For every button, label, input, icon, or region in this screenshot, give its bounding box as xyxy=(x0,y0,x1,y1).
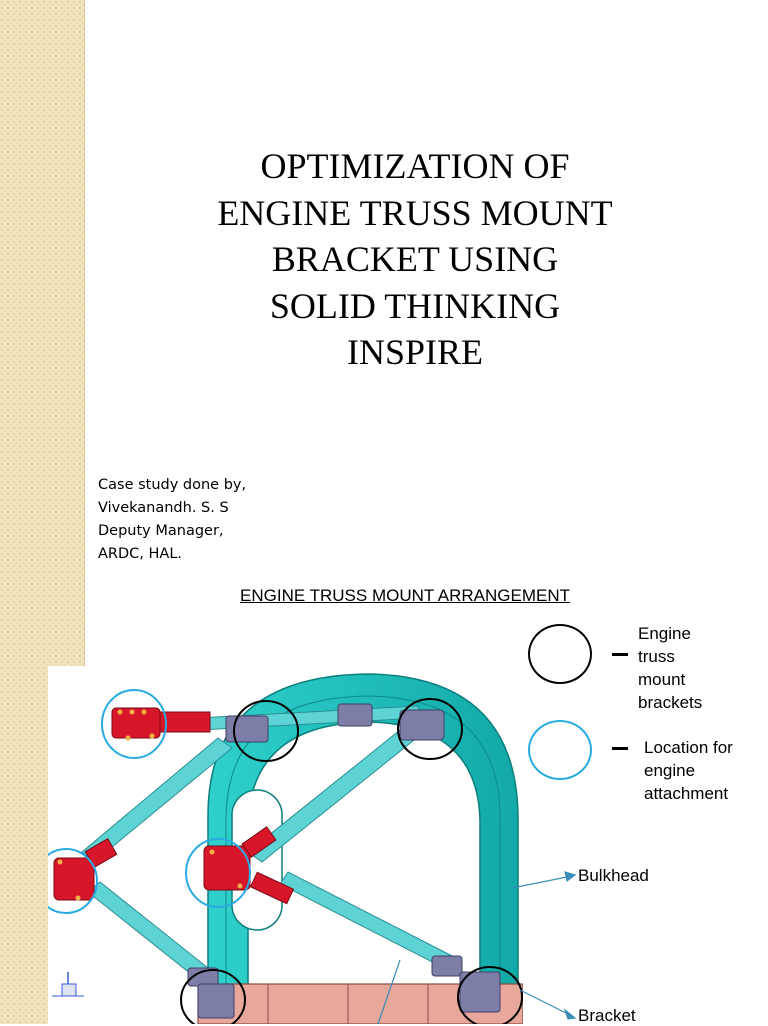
tube-fitting xyxy=(338,704,372,726)
author-line: Vivekanandh. S. S xyxy=(98,500,229,516)
title-line: OPTIMIZATION OF xyxy=(260,146,570,186)
legend-bracket-circle xyxy=(528,624,592,684)
bracket-callout-label: Bracket xyxy=(578,1006,636,1025)
author-line: Case study done by, xyxy=(98,477,247,493)
axis-triad-icon xyxy=(52,972,84,996)
truss-tube xyxy=(280,872,456,970)
tube-fitting xyxy=(198,984,234,1018)
author-block xyxy=(98,474,246,566)
figure-heading: ENGINE TRUSS MOUNT ARRANGEMENT xyxy=(240,586,570,605)
slide-title xyxy=(170,143,660,376)
legend-attachment-label: Location for engine attachment xyxy=(644,738,733,803)
bracket-arrow xyxy=(520,990,572,1016)
author-line: Deputy Manager, xyxy=(98,523,224,539)
legend-dash xyxy=(612,653,628,656)
legend-attachment-circle xyxy=(528,720,592,780)
title-line: INSPIRE xyxy=(346,332,484,372)
cad-figure xyxy=(48,666,523,1024)
legend-bracket-label: Engine truss mount brackets xyxy=(638,624,703,712)
engine-mount xyxy=(160,712,210,732)
engine-mount-illustration xyxy=(48,666,523,1024)
bulkhead-callout-label: Bulkhead xyxy=(578,866,649,885)
legend-dash xyxy=(612,747,628,750)
title-line: ENGINE TRUSS MOUNT xyxy=(217,192,613,233)
title-line: SOLID THINKING xyxy=(269,285,561,326)
author-line: ARDC, HAL. xyxy=(98,546,183,562)
tube-fitting xyxy=(400,710,444,740)
tube-fitting xyxy=(432,956,462,976)
title-line: BRACKET USING xyxy=(271,239,559,279)
tube-fitting xyxy=(226,716,268,742)
